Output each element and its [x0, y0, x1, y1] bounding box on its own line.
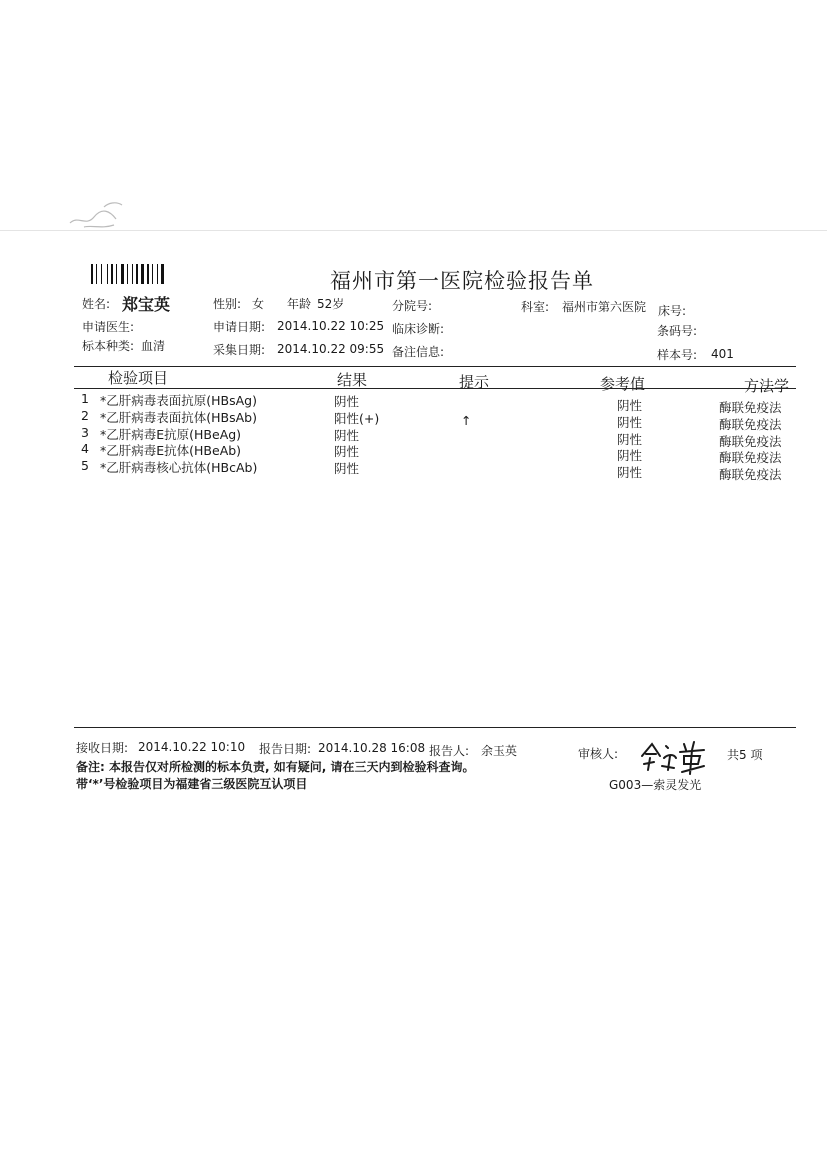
scan-scribble-mark: [64, 197, 136, 233]
barcode-bar: [91, 264, 93, 284]
barcode-bar: [96, 264, 97, 284]
table-row: [0, 458, 827, 482]
row-number: 1: [81, 391, 89, 406]
barcode-graphic: [91, 264, 165, 284]
barcode-number-label: 条码号:: [657, 324, 698, 338]
row-method: 酶联免疫法: [719, 467, 782, 482]
row-hint: ↑: [461, 413, 472, 428]
reviewer-label: 审核人:: [578, 747, 619, 761]
sample-no-label: 样本号:: [657, 348, 698, 362]
row-number: 4: [81, 441, 89, 456]
footer-top-rule: [74, 727, 796, 728]
barcode-bar: [157, 264, 158, 284]
barcode-bar: [116, 264, 117, 284]
barcode-bar: [147, 264, 149, 284]
barcode-bar: [132, 264, 133, 284]
row-item: *乙肝病毒E抗原(HBeAg): [100, 427, 242, 442]
barcode-bar: [127, 264, 128, 284]
row-reference: 阴性: [617, 415, 643, 430]
table-row: [0, 391, 827, 415]
patient-name-label: 姓名:: [82, 297, 111, 311]
report-date-label: 报告日期:: [259, 742, 312, 756]
collect-date-value: 2014.10.22 09:55: [277, 342, 385, 356]
table-row: [0, 425, 827, 449]
report-date-value: 2014.10.28 16:08: [318, 741, 426, 755]
header-item: 检验项目: [108, 369, 169, 387]
sample-no-value: 401: [711, 347, 734, 361]
row-result: 阳性(+): [334, 411, 380, 426]
remark-label: 备注信息:: [392, 345, 445, 359]
diagnosis-label: 临床诊断:: [392, 322, 445, 336]
apply-date-value: 2014.10.22 10:25: [277, 319, 385, 333]
patient-name: 郑宝英: [122, 295, 171, 314]
row-result: 阴性: [334, 394, 360, 409]
sample-type-value: 血清: [141, 339, 166, 353]
bed-label: 床号:: [658, 304, 687, 318]
table-top-rule: [74, 366, 796, 367]
row-method: 酶联免疫法: [719, 417, 782, 432]
footer-note-2: 带‘*’号检验项目为福建省三级医院互认项目: [76, 777, 308, 791]
row-number: 2: [81, 408, 89, 423]
sample-type-label: 标本种类:: [82, 339, 135, 353]
row-item: *乙肝病毒表面抗体(HBsAb): [100, 410, 257, 425]
reporter-value: 余玉英: [481, 744, 518, 758]
row-result: 阴性: [334, 444, 360, 459]
total-items: 共5 项: [727, 748, 763, 762]
receive-date-value: 2014.10.22 10:10: [138, 740, 246, 754]
header-method: 方法学: [744, 377, 790, 395]
dept-value: 福州市第六医院: [562, 300, 647, 314]
report-title: 福州市第一医院检验报告单: [330, 269, 594, 293]
row-method: 酶联免疫法: [719, 450, 782, 465]
branch-label: 分院号:: [392, 299, 433, 313]
reviewer-signature: [638, 736, 710, 776]
gender-value: 女: [252, 297, 265, 311]
row-number: 5: [81, 458, 89, 473]
barcode-bar: [141, 264, 144, 284]
row-reference: 阴性: [617, 398, 643, 413]
row-item: *乙肝病毒核心抗体(HBcAb): [100, 460, 258, 475]
header-result: 结果: [337, 371, 368, 389]
table-row: [0, 441, 827, 465]
footer-note-1: 备注: 本报告仅对所检测的标本负责, 如有疑问, 请在三天内到检验科查询。: [76, 760, 475, 774]
collect-date-label: 采集日期:: [213, 343, 266, 357]
doctor-label: 申请医生:: [82, 320, 135, 334]
barcode-bar: [121, 264, 124, 284]
gender-label: 性别:: [213, 297, 242, 311]
age-value: 52岁: [317, 297, 345, 311]
barcode-bar: [161, 264, 164, 284]
reporter-label: 报告人:: [429, 744, 470, 758]
age-label: 年龄: [287, 297, 312, 311]
row-number: 3: [81, 425, 89, 440]
header-reference: 参考值: [600, 375, 646, 393]
row-result: 阴性: [334, 461, 360, 476]
row-result: 阴性: [334, 428, 360, 443]
row-method: 酶联免疫法: [719, 400, 782, 415]
row-item: *乙肝病毒E抗体(HBeAb): [100, 443, 242, 458]
dept-label: 科室:: [521, 300, 550, 314]
header-hint: 提示: [459, 373, 490, 391]
row-reference: 阴性: [617, 432, 643, 447]
barcode-bar: [152, 264, 153, 284]
barcode-bar: [111, 264, 113, 284]
row-method: 酶联免疫法: [719, 434, 782, 449]
barcode-bar: [107, 264, 108, 284]
barcode-bar: [136, 264, 138, 284]
barcode-bar: [101, 264, 102, 284]
receive-date-label: 接收日期:: [76, 741, 129, 755]
row-item: *乙肝病毒表面抗原(HBsAg): [100, 393, 257, 408]
table-header-rule: [74, 388, 796, 389]
apply-date-label: 申请日期:: [213, 320, 266, 334]
table-row: [0, 408, 827, 432]
row-reference: 阴性: [617, 465, 643, 480]
row-reference: 阴性: [617, 448, 643, 463]
instrument-code: G003—索灵发光: [609, 778, 702, 792]
